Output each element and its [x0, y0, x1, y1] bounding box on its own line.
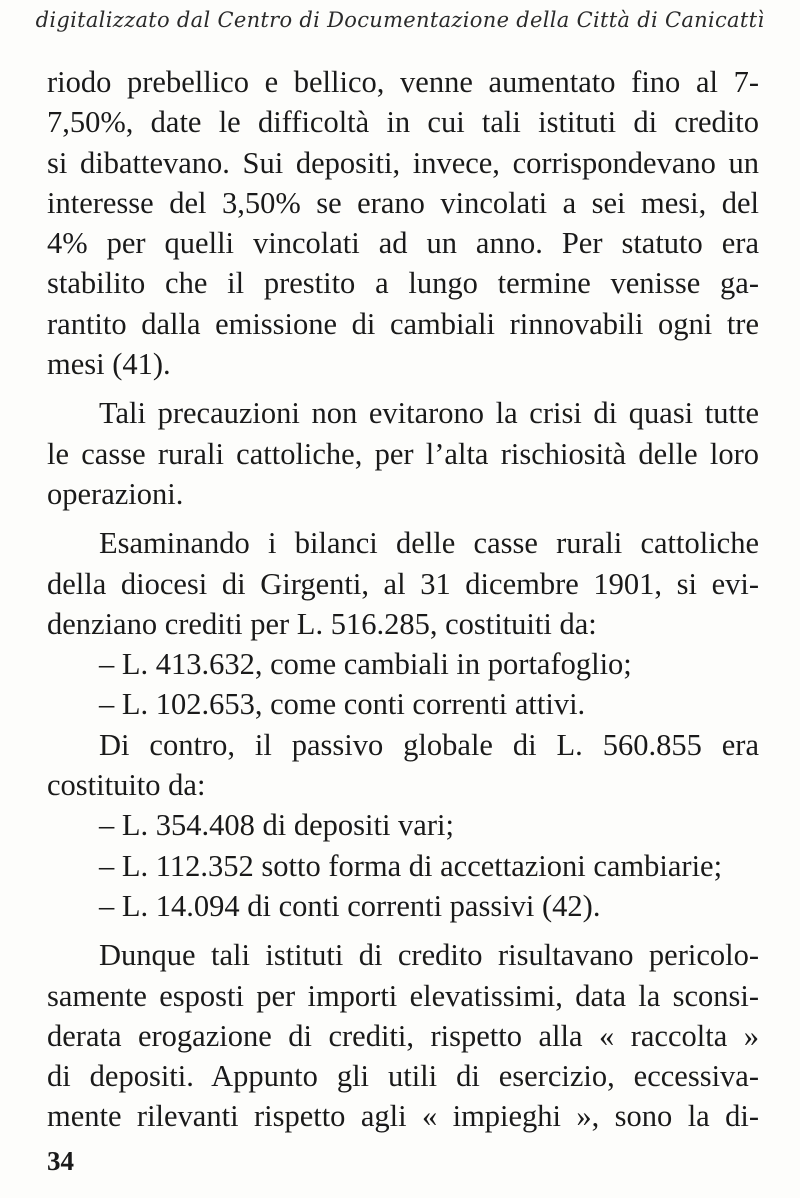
- text-line: Di contro, il passivo globale di L. 560.855 era: [99, 727, 759, 762]
- text-line: operazioni.: [47, 476, 184, 511]
- text-line: si dibattevano. Sui depositi, invece, corrispondevano un: [47, 145, 759, 180]
- text-line: Esaminando i bilanci delle casse rurali cattoliche: [99, 526, 759, 561]
- list-item-liability: – L. 112.352 sotto forma di accettazioni cambiarie;: [99, 848, 723, 883]
- text-line: Dunque tali istituti di credito risultavano pericolo-: [99, 938, 759, 973]
- text-line: mente rilevanti rispetto agli « impieghi », sono la di-: [47, 1099, 759, 1134]
- text-line: samente esposti per importi elevatissimi, data la sconsi-: [47, 978, 759, 1013]
- text-line: stabilito che il prestito a lungo termine venisse ga-: [47, 266, 759, 301]
- paragraph-conclusion: [47, 935, 759, 1136]
- list-item-credit: – L. 413.632, come cambiali in portafoglio;: [99, 647, 632, 682]
- digitization-watermark: digitalizzato dal Centro di Documentazione della Città di Canicattì: [35, 8, 765, 32]
- paragraph-balance-sheets: [47, 523, 759, 926]
- text-line: 7,50%, date le difficoltà in cui tali istituti di credito: [47, 105, 759, 140]
- text-line: denziano crediti per L. 516.285, costituiti da:: [47, 606, 597, 641]
- paragraph-interest-rates: [47, 62, 759, 384]
- text-line: rantito dalla emissione di cambiali rinnovabili ogni tre: [47, 306, 759, 341]
- page-number: 34: [47, 1146, 74, 1176]
- text-line: interesse del 3,50% se erano vincolati a sei mesi, del: [47, 185, 759, 220]
- text-line: Tali precauzioni non evitarono la crisi di quasi tutte: [99, 396, 759, 431]
- text-line: le casse rurali cattoliche, per l’alta rischiosità delle loro: [47, 436, 759, 471]
- text-line: mesi (41).: [47, 347, 171, 382]
- text-line: riodo prebellico e bellico, venne aumentato fino al 7-: [47, 65, 759, 99]
- text-line: di depositi. Appunto gli utili di esercizio, eccessiva-: [47, 1059, 759, 1094]
- text-line: della diocesi di Girgenti, al 31 dicembre 1901, si evi-: [47, 566, 759, 601]
- text-line: 4% per quelli vincolati ad un anno. Per statuto era: [47, 226, 759, 261]
- body-text: [47, 62, 759, 1137]
- paragraph-crisis: [47, 393, 759, 514]
- text-line: derata erogazione di crediti, rispetto alla « raccolta »: [47, 1018, 759, 1053]
- list-item-liability: – L. 14.094 di conti correnti passivi (42).: [99, 888, 601, 923]
- list-item-credit: – L. 102.653, come conti correnti attivi.: [99, 687, 586, 722]
- list-item-liability: – L. 354.408 di depositi vari;: [99, 808, 454, 843]
- text-line: costituito da:: [47, 768, 206, 803]
